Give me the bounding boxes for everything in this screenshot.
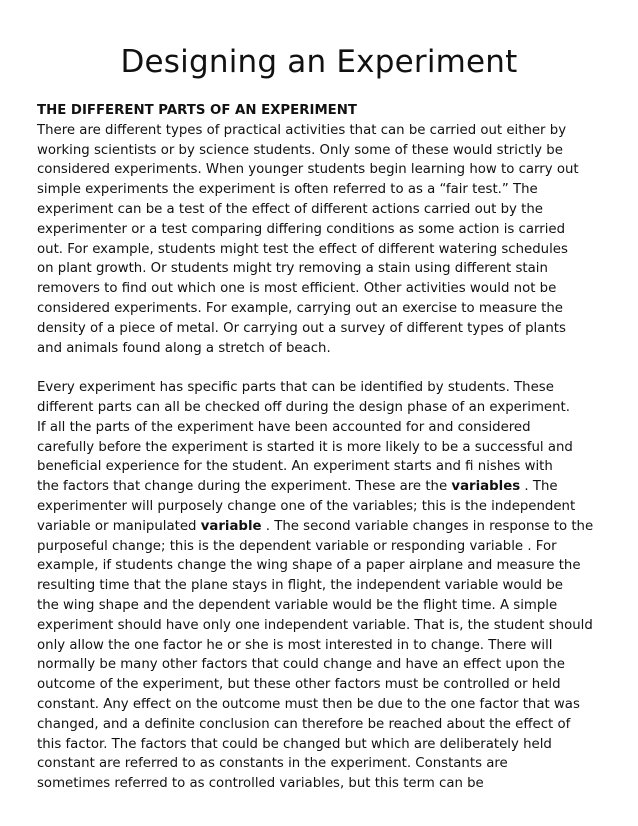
text-line: working scientists or by science students. Only some of these would strictly be (37, 142, 563, 158)
text-line: experimenter or a test comparing differing conditions as some action is carried (37, 221, 566, 237)
text-line: example, if students change the wing shape of a paper airplane and measure the (37, 558, 581, 574)
text-line: considered experiments. For example, carrying out an exercise to measure the (37, 300, 563, 316)
page-title: Designing an Experiment (120, 44, 518, 80)
paragraph-1 (37, 121, 603, 359)
text-line: experiment can be a test of the effect of different actions carried out by the (37, 201, 543, 217)
text-line-variable (37, 517, 603, 537)
text-line: experimenter will purposely change one of the variables; this is the independent (37, 498, 576, 514)
text-line: out. For example, students might test the effect of different watering schedules (37, 241, 568, 257)
text-line: beneficial experience for the student. An experiment starts and fi nishes with (37, 459, 553, 475)
text-line: simple experiments the experiment is often referred to as a “fair test.” The (37, 182, 538, 198)
text-run: variable or manipulated (37, 518, 201, 534)
text-line: resulting time that the plane stays in flight, the independent variable would be (37, 578, 563, 594)
text-line: constant. Any effect on the outcome must then be due to the one factor that was (37, 696, 580, 712)
text-line: different parts can all be checked off during the design phase of an experiment. (37, 399, 570, 415)
paragraph-2 (37, 378, 603, 794)
bold-term-variable: variable (200, 518, 262, 534)
text-line: this factor. The factors that could be changed but which are deliberately held (37, 736, 552, 752)
text-run: the factors that change during the experiment. These are the (37, 479, 452, 495)
text-line: experiment should have only one independent variable. That is, the student should (37, 617, 593, 633)
text-line: on plant growth. Or students might try removing a stain using different stain (37, 261, 548, 277)
text-line: Every experiment has specific parts that can be identified by students. These (37, 380, 554, 396)
text-line: density of a piece of metal. Or carrying out a survey of different types of plants (37, 320, 566, 336)
text-line: removers to find out which one is most efficient. Other activities would not be (37, 281, 557, 297)
bold-term-variables: variables (451, 479, 521, 495)
text-line: carefully before the experiment is started it is more likely to be a successful and (37, 439, 573, 455)
paragraph-spacer (37, 358, 603, 378)
text-line: outcome of the experiment, but these other factors must be controlled or held (37, 677, 561, 693)
text-line: and animals found along a stretch of beach. (37, 340, 331, 356)
text-line: changed, and a definite conclusion can therefore be reached about the effect of (37, 716, 571, 732)
text-line: If all the parts of the experiment have been accounted for and considered (37, 419, 531, 435)
text-line-variables (37, 477, 603, 497)
text-line: purposeful change; this is the dependent variable or responding variable . For (37, 538, 557, 554)
text-line: the wing shape and the dependent variable would be the flight time. A simple (37, 597, 558, 613)
document-body (37, 101, 603, 794)
section-heading: THE DIFFERENT PARTS OF AN EXPERIMENT (37, 103, 357, 118)
text-run: . The second variable changes in response to the (261, 518, 594, 534)
text-line: normally be many other factors that could change and have an effect upon the (37, 657, 565, 673)
text-line: sometimes referred to as controlled variables, but this term can be (37, 776, 484, 792)
text-line: considered experiments. When younger students begin learning how to carry out (37, 162, 579, 178)
text-line: only allow the one factor he or she is most interested in to change. There will (37, 637, 553, 653)
text-line: constant are referred to as constants in the experiment. Constants are (37, 756, 508, 772)
text-line: There are different types of practical activities that can be carried out either by (37, 122, 567, 138)
text-run: . The (520, 479, 558, 495)
